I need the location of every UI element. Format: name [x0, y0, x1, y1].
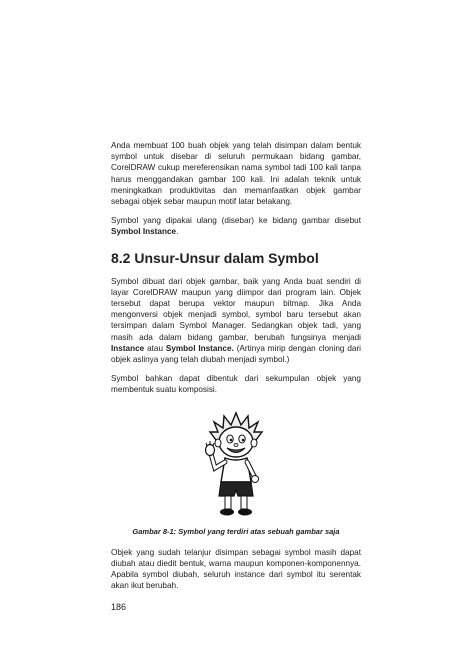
section-heading: 8.2 Unsur-Unsur dalam Symbol [111, 249, 319, 266]
figure [111, 410, 361, 520]
section-paragraph-1-b: atau [144, 343, 166, 353]
intro-paragraph-2-end: . [176, 227, 179, 237]
instance-term: Instance [111, 343, 145, 353]
section-paragraph-1-a: Symbol dibuat dari objek gambar, baik yang Anda buat sendiri di layar CorelDRAW maupun yang diimpor dari program lain. Objek tersebut dapat berupa vektor maupun bitmap. Jika Anda mengonversi objek menjadi symbol, symbol baru tersebut akan tersimpan dalam Symbol Manager. Sedangkan objek tadi, yang masih ada dalam bidang gambar, berubah fungsinya menjadi [111, 276, 361, 342]
cartoon-boy-waving-icon [196, 410, 276, 520]
text-column [111, 140, 361, 613]
section-paragraph-2: Symbol bahkan dapat dibentuk dari sekumpulan objek yang membentuk suatu komposisi. [111, 374, 361, 395]
section-paragraph-1 [111, 276, 361, 366]
closing-paragraph: Objek yang sudah telanjur disimpan sebagai symbol masih dapat diubah atau diedit bentuk, warna maupun komponen-komponennya. Apabila symbol diubah, seluruh instance dari symbol itu serentak akan ikut berubah. [111, 547, 361, 591]
figure-caption: Gambar 8-1: Symbol yang terdiri atas sebuah gambar saja [132, 526, 340, 536]
intro-paragraph-2 [111, 215, 361, 237]
page-number: 186 [111, 601, 127, 612]
section-paragraph-1-c: (Artinya mirip dengan cloning dari objek aslinya yang telah diubah menjadi symbol.) [111, 343, 361, 365]
intro-paragraph-2-text: Symbol yang dipakai ulang (disebar) ke bidang gambar disebut [111, 216, 361, 226]
symbol-instance-term: Symbol Instance [111, 227, 177, 237]
intro-paragraph-1: Anda membuat 100 buah objek yang telah disimpan dalam bentuk symbol untuk disebar di seluruh permukaan bidang gambar, CorelDRAW cukup mereferensikan nama symbol tadi 100 kali tanpa harus menggandakan gambar 100 kali. Ini adalah teknik untuk meningkatkan produktivitas dan memanfaatkan objek gambar sebagai objek sebar maupun motif latar belakang. [111, 141, 361, 207]
symbol-instance-term-2: Symbol Instance. [165, 343, 234, 353]
